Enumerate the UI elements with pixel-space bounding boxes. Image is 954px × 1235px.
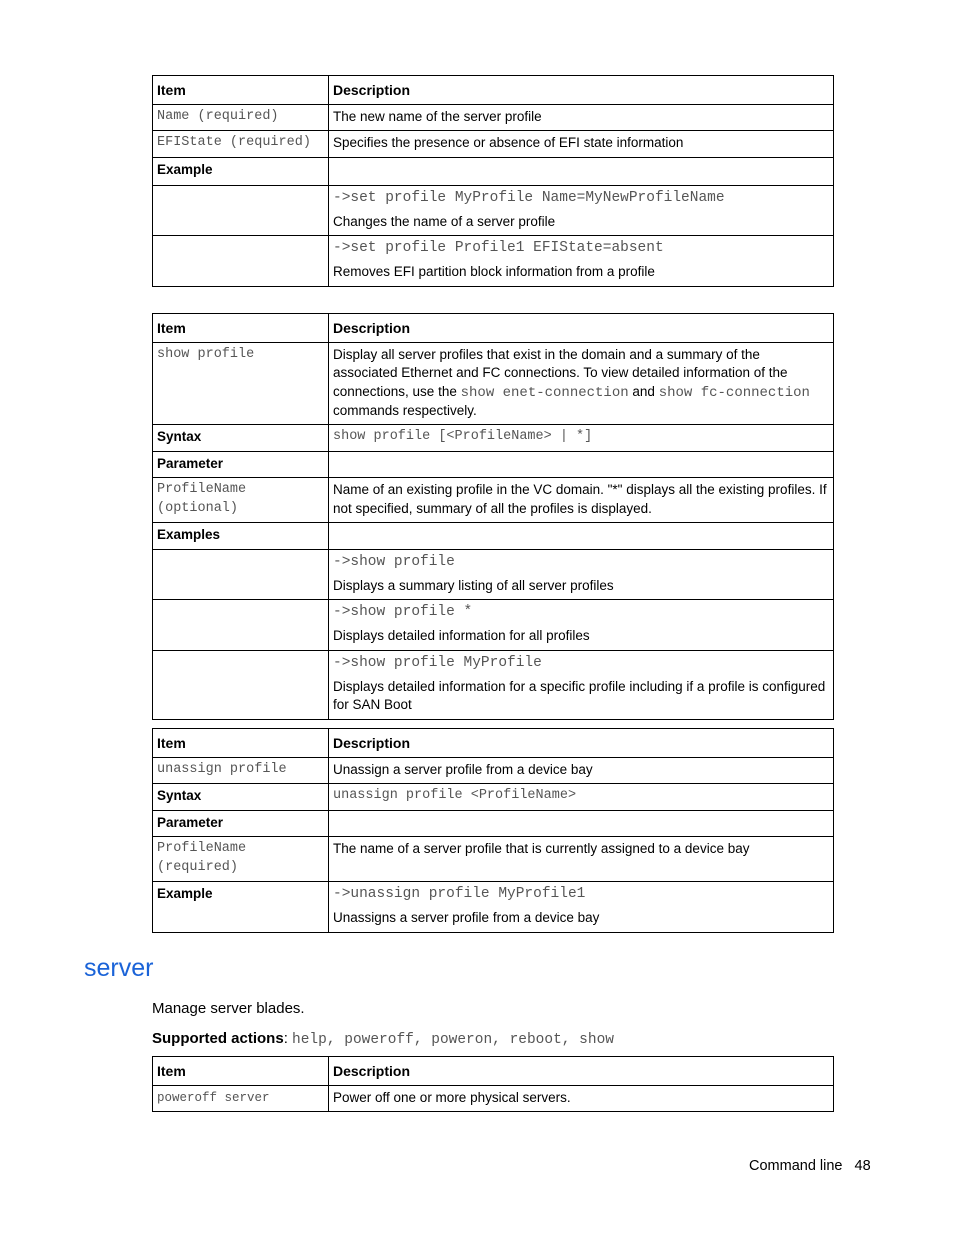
example-code: ->show profile * [333, 604, 473, 620]
empty-cell [153, 600, 329, 651]
example-cell [329, 882, 834, 933]
description-header: Description [329, 1057, 834, 1086]
table-row [153, 478, 834, 523]
unassign-profile-table [152, 728, 834, 933]
param-description: Name of an existing profile in the VC domain. "*" displays all the existing profiles. If not specified, summary of all the profiles is displayed. [329, 478, 834, 523]
table-header-row [153, 76, 834, 105]
parameter-label: Parameter [153, 810, 329, 837]
param-description: The name of a server profile that is currently assigned to a device bay [329, 837, 834, 882]
syntax-label: Syntax [153, 784, 329, 811]
param-name: ProfileName (optional) [153, 478, 329, 523]
example-code: ->set profile MyProfile Name=MyNewProfileName [333, 189, 725, 206]
example-code: ->show profile MyProfile [333, 654, 542, 671]
command-name: show profile [153, 342, 329, 425]
table-row [153, 882, 834, 933]
section-intro: Manage server blades. [152, 1000, 305, 1017]
param-description: Specifies the presence or absence of EFI state information [329, 131, 834, 158]
example-cell [329, 236, 834, 287]
show-profile-table [152, 313, 834, 720]
item-header: Item [153, 1057, 329, 1086]
example-description: Removes EFI partition block information from a profile [333, 264, 655, 279]
table-header-row [153, 314, 834, 343]
table-row [153, 131, 834, 158]
table-row [153, 157, 834, 185]
empty-cell [153, 236, 329, 287]
param-name: EFIState (required) [153, 131, 329, 158]
description-text: and [632, 383, 655, 399]
item-header: Item [153, 76, 329, 105]
param-name: Name (required) [153, 104, 329, 131]
description-text: commands respectively. [333, 402, 477, 418]
example-description: Changes the name of a server profile [333, 213, 556, 229]
parameter-label: Parameter [153, 451, 329, 478]
page-footer [749, 1158, 871, 1174]
table-row [153, 600, 834, 651]
example-code: ->show profile [333, 553, 455, 570]
command-name: unassign profile [153, 757, 329, 784]
example-cell [329, 600, 834, 651]
example-description: Displays a summary listing of all server profiles [333, 577, 614, 593]
empty-cell [329, 451, 834, 478]
empty-cell [329, 157, 834, 185]
description-header: Description [329, 729, 834, 758]
table-header-row [153, 1057, 834, 1086]
table-row [153, 837, 834, 882]
example-description: Displays detailed information for a specific profile including if a profile is configured for SAN Boot [333, 678, 826, 712]
supported-actions-line [152, 1030, 614, 1049]
example-code: ->unassign profile MyProfile1 [333, 886, 586, 902]
table-row [153, 104, 834, 131]
example-cell [329, 650, 834, 719]
section-title: server [84, 954, 154, 982]
item-header: Item [153, 314, 329, 343]
empty-cell [153, 650, 329, 719]
server-table [152, 1056, 834, 1112]
description-header: Description [329, 314, 834, 343]
table-row [153, 425, 834, 452]
example-description: Unassigns a server profile from a device bay [333, 910, 600, 925]
supported-actions-list: help, poweroff, poweron, reboot, show [292, 1032, 614, 1048]
command-description [329, 342, 834, 425]
examples-label: Examples [153, 523, 329, 550]
inline-code: show enet-connection [460, 384, 629, 401]
param-name: ProfileName (required) [153, 837, 329, 882]
command-name: poweroff server [153, 1085, 329, 1112]
example-cell [329, 549, 834, 600]
table-row [153, 1085, 834, 1112]
table-row [153, 185, 834, 236]
example-label: Example [153, 882, 329, 933]
table-row [153, 650, 834, 719]
syntax-code: unassign profile <ProfileName> [329, 784, 834, 811]
example-cell [329, 185, 834, 236]
description-header: Description [329, 76, 834, 105]
empty-cell [153, 549, 329, 600]
inline-code: show fc-connection [658, 384, 810, 401]
footer-section: Command line [749, 1158, 843, 1174]
example-description: Displays detailed information for all profiles [333, 628, 590, 643]
example-label: Example [153, 157, 329, 185]
empty-cell [329, 810, 834, 837]
supported-actions-label: Supported actions [152, 1030, 284, 1047]
example-code: ->set profile Profile1 EFIState=absent [333, 240, 664, 256]
supported-actions-colon: : [283, 1030, 288, 1047]
table-row [153, 451, 834, 478]
param-description: The new name of the server profile [329, 104, 834, 131]
table-row [153, 523, 834, 550]
command-description: Unassign a server profile from a device bay [329, 757, 834, 784]
table-row [153, 236, 834, 287]
table-row [153, 757, 834, 784]
table-row [153, 549, 834, 600]
table-row [153, 784, 834, 811]
command-description: Power off one or more physical servers. [329, 1085, 834, 1112]
set-profile-table [152, 75, 834, 287]
page-number: 48 [854, 1158, 871, 1174]
table-row [153, 342, 834, 425]
table-header-row [153, 729, 834, 758]
item-header: Item [153, 729, 329, 758]
description-text: Display all server profiles that exist in the domain and a summary of the associated Ethernet and FC connections. To view detailed information of the connections, use the [333, 346, 788, 399]
empty-cell [153, 185, 329, 236]
table-row [153, 810, 834, 837]
syntax-label: Syntax [153, 425, 329, 452]
empty-cell [329, 523, 834, 550]
syntax-code: show profile [<ProfileName> | *] [329, 425, 834, 452]
